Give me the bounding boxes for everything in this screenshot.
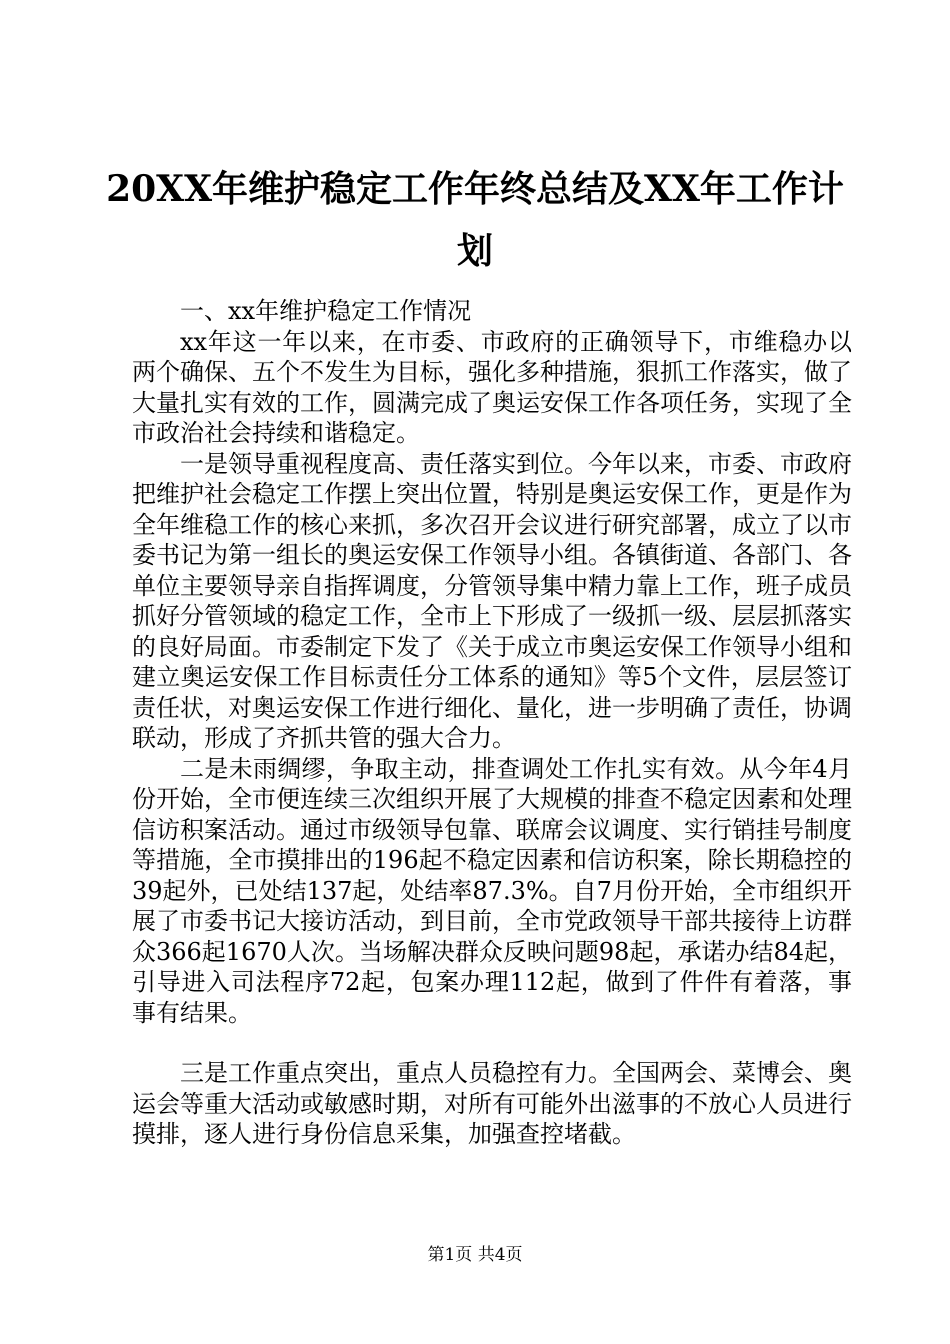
document-body: [132, 296, 852, 1150]
section-heading: 一、xx年维护稳定工作情况: [180, 297, 472, 325]
document-title: 20XX年维护稳定工作年终总结及XX年工作计划: [106, 168, 844, 272]
paragraph-point-1: 一是领导重视程度高、责任落实到位。今年以来，市委、市政府把维护社会稳定工作摆上突出位置，特别是奥运安保工作，更是作为全年维稳工作的核心来抓，多次召开会议进行研究部署，成立了以市委书记为第一组长的奥运安保工作领导小组。各镇街道、各部门、各单位主要领导亲自指挥调度，分管领导集中精力靠上工作，班子成员抓好分管领域的稳定工作，全市上下形成了一级抓一级、层层抓落实的良好局面。市委制定下发了《关于成立市奥运安保工作领导小组和建立奥运安保工作目标责任分工体系的通知》等5个文件，层层签订责任状，对奥运安保工作进行细化、量化，进一步明确了责任，协调联动，形成了齐抓共管的强大合力。: [132, 449, 852, 752]
paragraph-point-3: 三是工作重点突出，重点人员稳控有力。全国两会、菜博会、奥运会等重大活动或敏感时期，对所有可能外出滋事的不放心人员进行摸排，逐人进行身份信息采集，加强查控堵截。: [132, 1059, 852, 1148]
paragraph-intro: xx年这一年以来，在市委、市政府的正确领导下，市维稳办以两个确保、五个不发生为目标，强化多种措施，狠抓工作落实，做了大量扎实有效的工作，圆满完成了奥运安保工作各项任务，实现了全市政治社会持续和谐稳定。: [132, 327, 852, 447]
paragraph-point-2: 二是未雨绸缪，争取主动，排查调处工作扎实有效。从今年4月份开始，全市便连续三次组织开展了大规模的排查不稳定因素和处理信访积案活动。通过市级领导包靠、联席会议调度、实行销挂号制度等措施，全市摸排出的196起不稳定因素和信访积案，除长期稳控的39起外，已处结137起，处结率87.3%。自7月份开始，全市组织开展了市委书记大接访活动，到目前，全市党政领导干部共接待上访群众366起1670人次。当场解决群众反映问题98起，承诺办结84起，引导进入司法程序72起，包案办理112起，做到了件件有着落，事事有结果。: [132, 754, 852, 1027]
page-footer: 第1页 共4页: [427, 1245, 523, 1265]
